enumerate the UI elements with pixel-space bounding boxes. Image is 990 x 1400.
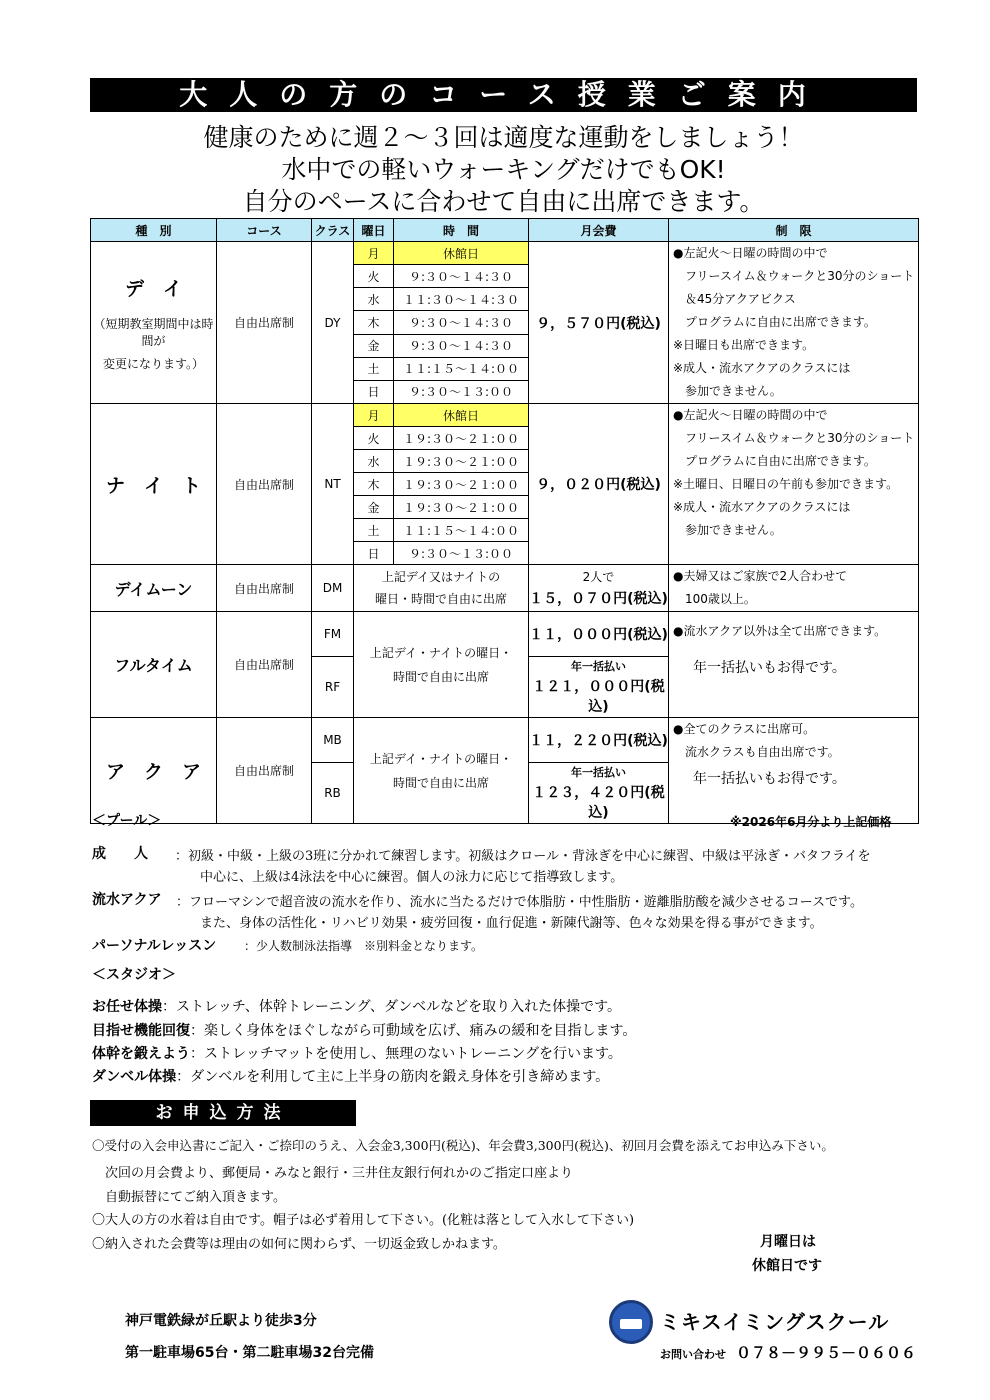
course-table	[90, 218, 919, 824]
daymoon-limits	[669, 565, 919, 612]
studio-item	[92, 1020, 636, 1040]
day-time: １１:３０～１４:３０	[394, 288, 529, 311]
table-row	[91, 404, 919, 427]
school-logo	[609, 1300, 653, 1344]
day-time: １１:１５～１４:００	[394, 357, 529, 380]
day-limits	[669, 242, 919, 404]
header-type: 種 別	[91, 219, 217, 242]
night-limit-line: ※成人・流水アクアのクラスには	[673, 500, 851, 514]
fulltime-fee-2	[529, 657, 669, 718]
studio-item	[92, 996, 621, 1016]
aqua-limits	[669, 718, 919, 824]
day-weekday: 月	[354, 242, 394, 265]
daymoon-time	[354, 565, 529, 612]
apply-line-2: 次回の月会費より、郵便局・みなと銀行・三井住友銀行何れかのご指定口座より	[92, 1166, 574, 1181]
daymoon-fee-1: 2人で	[582, 570, 615, 584]
access-info: 神戸電鉄緑が丘駅より徒歩3分	[125, 1313, 317, 1329]
daymoon-name: デイムーン	[91, 565, 217, 612]
price-note: ※2026年6月分より上記価格	[730, 815, 892, 829]
day-note-2: 変更になります。）	[102, 356, 205, 371]
aqua-course: 自由出席制	[217, 718, 312, 824]
closed-note-2: 休館日です	[752, 1258, 822, 1274]
day-limit-line: プログラムに自由に出席できます。	[673, 315, 876, 329]
aqua-limit-2: 流水クラスも自由出席です。	[673, 745, 840, 759]
apply-line-4: 〇大人の方の水着は自由です。帽子は必ず着用して下さい。(化粧は落として入水して下さい)	[92, 1213, 635, 1228]
night-weekday: 月	[354, 404, 394, 427]
studio-heading: ＜スタジオ＞	[92, 967, 176, 983]
studio-item-label: お任せ体操	[92, 999, 162, 1015]
table-row	[91, 612, 919, 657]
adult-text-2: 中心に、上級は4泳法を中心に練習。個人の泳力に応じて指導致します。	[200, 870, 624, 885]
day-weekday: 木	[354, 311, 394, 334]
apply-line-5: 〇納入された会費等は理由の如何に関わらず、一切返金致しかねます。	[92, 1237, 506, 1252]
adult-label: 成 人	[92, 846, 148, 862]
aqua-fee-2	[529, 763, 669, 824]
night-weekday: 火	[354, 427, 394, 450]
fulltime-time	[354, 612, 529, 718]
fulltime-time-2: 時間で自由に出席	[392, 669, 489, 684]
night-time: １９:３０～２１:００	[394, 427, 529, 450]
phone-number: ０７８－９９５－０６０６	[736, 1344, 917, 1362]
day-limit-line: ＆45分アクアビクス	[673, 292, 796, 306]
daymoon-fee	[529, 565, 669, 612]
studio-item-text: ：ストレッチマットを使用し、無理のないトレーニングを行います。	[190, 1046, 622, 1062]
night-name: ナ イ ト	[91, 404, 217, 565]
fulltime-fee-2a: 年一括払い	[571, 660, 626, 673]
day-limit-line: ※成人・流水アクアのクラスには	[673, 361, 851, 375]
daymoon-limit-2: 100歳以上。	[673, 592, 756, 606]
day-course: 自由出席制	[217, 242, 312, 404]
pool-heading: ＜プール＞	[92, 813, 162, 829]
table-row	[91, 242, 919, 265]
contact-label: お問い合わせ	[660, 1348, 726, 1361]
daymoon-course: 自由出席制	[217, 565, 312, 612]
table-row	[91, 718, 919, 763]
night-limit-line: ●左記火～日曜の時間の中で	[673, 408, 828, 422]
aqua-name: ア ク ア	[91, 718, 217, 824]
night-weekday: 水	[354, 450, 394, 473]
parking-info: 第一駐車場65台・第二駐車場32台完備	[125, 1345, 374, 1361]
fulltime-fee-2b: １２１，０００円(税込)	[532, 679, 665, 715]
night-time: 休館日	[394, 404, 529, 427]
headline-2: 水中での軽いウォーキングだけでもOK!	[281, 155, 726, 184]
day-name: デ イ	[124, 277, 182, 300]
school-name: ミキスイミングスクール	[660, 1310, 890, 1334]
fulltime-class-2: RF	[312, 657, 354, 718]
fulltime-course: 自由出席制	[217, 612, 312, 718]
studio-item-label: ダンベル体操	[92, 1069, 177, 1085]
adult-text-1: ：初級・中級・上級の3班に分かれて練習します。初級はクロール・背泳ぎを中心に練習、中級は平泳ぎ・バタフライを	[175, 849, 871, 864]
night-class: NT	[312, 404, 354, 565]
day-weekday: 水	[354, 288, 394, 311]
day-time: ９:３０～１３:００	[394, 380, 529, 403]
day-limit-line: 参加できません。	[673, 384, 782, 398]
aqua-label: 流水アクア	[92, 892, 162, 908]
fulltime-name: フルタイム	[91, 612, 217, 718]
night-course: 自由出席制	[217, 404, 312, 565]
daymoon-limit-1: ●夫婦又はご家族で2人合わせて	[673, 569, 848, 583]
night-weekday: 日	[354, 542, 394, 565]
aqua-limit-1: ●全てのクラスに出席可。	[673, 722, 816, 736]
day-limit-line: フリースイム＆ウォークと30分のショート	[673, 269, 915, 283]
aqua-fee-2b: １２３，４２０円(税込)	[532, 785, 665, 821]
personal-label: パーソナルレッスン	[92, 938, 217, 954]
table-row	[91, 565, 919, 612]
day-limit-line: ●左記火～日曜の時間の中で	[673, 246, 828, 260]
daymoon-time-1: 上記デイ又はナイトの	[381, 570, 501, 584]
daymoon-class: DM	[312, 565, 354, 612]
day-weekday: 土	[354, 357, 394, 380]
aqua-time	[354, 718, 529, 824]
day-weekday: 金	[354, 334, 394, 357]
header-fee: 月会費	[529, 219, 669, 242]
daymoon-time-2: 曜日・時間で自由に出席	[374, 592, 507, 606]
table-header-row	[91, 219, 919, 242]
day-type-cell	[91, 242, 217, 404]
studio-item-label: 体幹を鍛えよう	[92, 1046, 190, 1062]
day-limit-line: ※日曜日も出席できます。	[673, 338, 815, 352]
night-time: １９:３０～２１:００	[394, 450, 529, 473]
header-limit: 制 限	[669, 219, 919, 242]
header-course: コース	[217, 219, 312, 242]
night-weekday: 木	[354, 473, 394, 496]
day-class: DY	[312, 242, 354, 404]
personal-text: ：少人数制泳法指導 ※別料金となります。	[244, 939, 484, 953]
fulltime-time-1: 上記デイ・ナイトの曜日・	[369, 645, 513, 660]
night-time: １９:３０～２１:００	[394, 473, 529, 496]
night-weekday: 金	[354, 496, 394, 519]
night-time: ９:３０～１３:００	[394, 542, 529, 565]
night-time: １１:１５～１４:００	[394, 519, 529, 542]
school-logo-mark	[620, 1319, 642, 1329]
night-limit-line: ※土曜日、日曜日の午前も参加できます。	[673, 477, 899, 491]
header-day: 曜日	[354, 219, 394, 242]
aqua-limit-3: 年一括払いもお得です。	[693, 771, 846, 787]
aqua-class-2: RB	[312, 763, 354, 824]
studio-item-label: 目指せ機能回復	[92, 1023, 190, 1039]
studio-item	[92, 1066, 609, 1086]
page-title: 大人の方のコース授業ご案内	[90, 78, 917, 112]
header-class: クラス	[312, 219, 354, 242]
day-time: 休館日	[394, 242, 529, 265]
fulltime-class-1: FM	[312, 612, 354, 657]
studio-item-text: ：ストレッチ、体幹トレーニング、ダンベルなどを取り入れた体操です。	[162, 999, 622, 1015]
aqua-text-1: ：フローマシンで超音波の流水を作り、流水に当たるだけで体脂肪・中性脂肪・遊離脂肪酸を減少させるコースです。	[176, 895, 863, 910]
closed-note-1: 月曜日は	[760, 1234, 816, 1250]
aqua-time-1: 上記デイ・ナイトの曜日・	[369, 751, 513, 766]
night-limit-line: 参加できません。	[673, 523, 782, 537]
studio-item-text: ：楽しく身体をほぐしながら可動域を広げ、痛みの緩和を目指します。	[190, 1023, 637, 1039]
night-limit-line: プログラムに自由に出席できます。	[673, 454, 876, 468]
day-weekday: 日	[354, 380, 394, 403]
aqua-fee-1: １１，２２０円(税込)	[529, 718, 669, 763]
day-time: ９:３０～１４:３０	[394, 334, 529, 357]
night-time: １９:３０～２１:００	[394, 496, 529, 519]
day-weekday: 火	[354, 265, 394, 288]
aqua-fee-2a: 年一括払い	[571, 766, 626, 779]
apply-heading: お申込方法	[90, 1100, 356, 1126]
headline-3: 自分のペースに合わせて自由に出席できます。	[242, 187, 765, 216]
fulltime-fee-1: １１，０００円(税込)	[529, 612, 669, 657]
aqua-text-2: また、身体の活性化・リハビリ効果・疲労回復・血行促進・新陳代謝等、色々な効果を得る事ができます。	[200, 916, 823, 931]
daymoon-fee-2: １５，０７０円(税込)	[529, 591, 668, 607]
apply-line-1: 〇受付の入会申込書にご記入・ご捺印のうえ、入会金3,300円(税込)、年会費3,300円(税込)、初回月会費を添えてお申込み下さい。	[92, 1138, 834, 1153]
aqua-time-2: 時間で自由に出席	[392, 775, 489, 790]
night-limits	[669, 404, 919, 565]
header-time: 時 間	[394, 219, 529, 242]
night-fee: ９，０２０円(税込)	[529, 404, 669, 565]
day-fee: ９，５７０円(税込)	[529, 242, 669, 404]
headline-1: 健康のために週２～３回は適度な運動をしましょう！	[203, 123, 804, 152]
night-limit-line: フリースイム＆ウォークと30分のショート	[673, 431, 915, 445]
studio-item-text: ：ダンベルを利用して主に上半身の筋肉を鍛え身体を引き締めます。	[176, 1069, 610, 1085]
day-time: ９:３０～１４:３０	[394, 265, 529, 288]
studio-item	[92, 1043, 622, 1063]
fulltime-limits	[669, 612, 919, 718]
aqua-class-1: MB	[312, 718, 354, 763]
fulltime-limit-2: 年一括払いもお得です。	[693, 660, 846, 676]
night-weekday: 土	[354, 519, 394, 542]
apply-line-3: 自動振替にてご納入頂きます。	[92, 1190, 286, 1205]
fulltime-limit-1: ●流水アクア以外は全て出席できます。	[673, 624, 887, 638]
day-time: ９:３０～１４:３０	[394, 311, 529, 334]
day-note-1: （短期教室期間中は時間が	[93, 316, 214, 348]
